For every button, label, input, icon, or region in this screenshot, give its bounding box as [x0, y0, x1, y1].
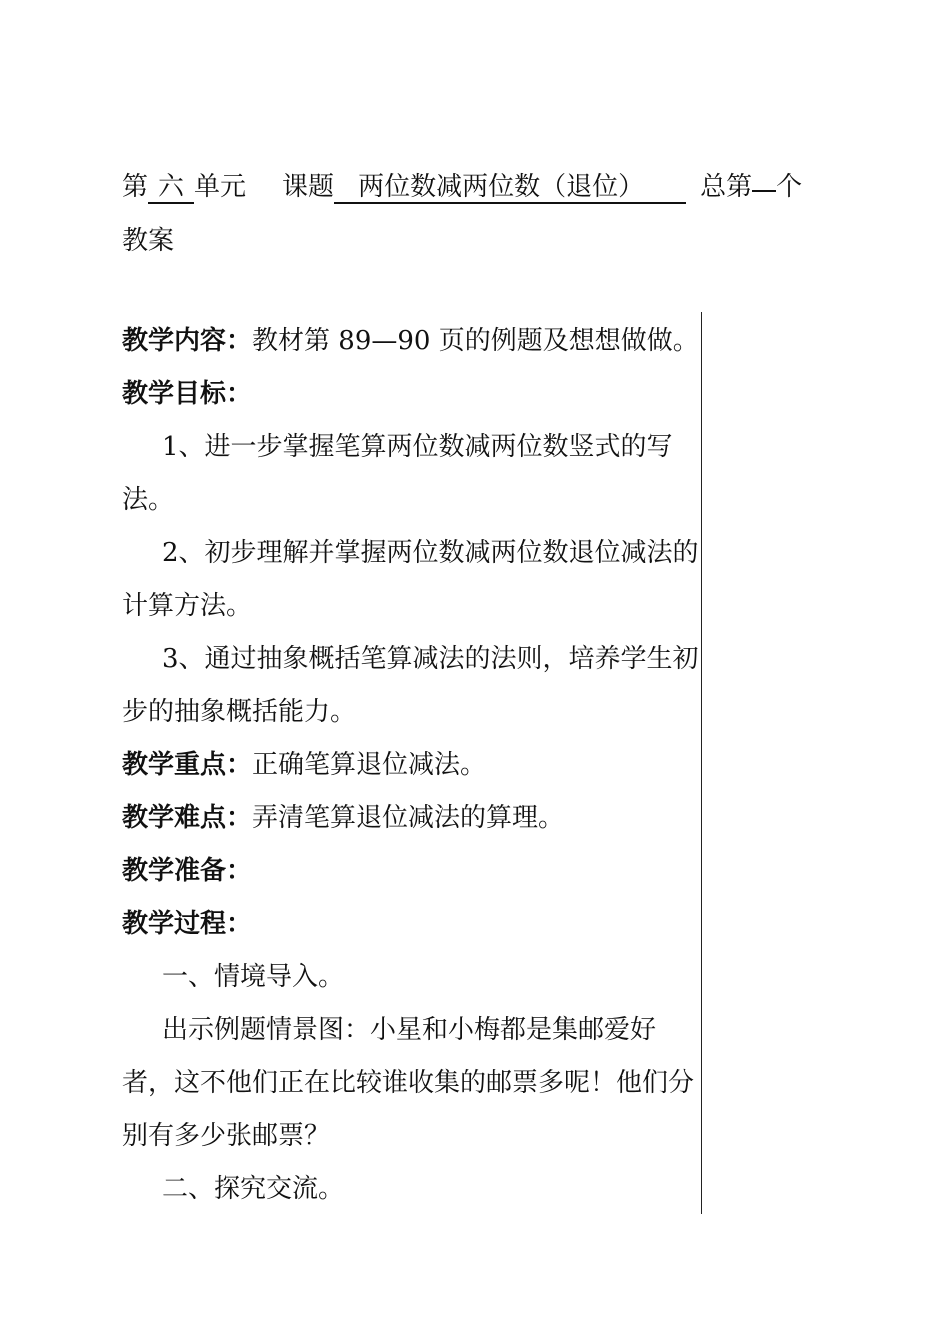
unit-number: 六: [148, 172, 194, 204]
lesson-plan-label: 教案: [122, 226, 175, 256]
goals-label: 教学目标：: [122, 379, 253, 409]
header-prefix: 第: [122, 172, 149, 202]
lesson-content: [122, 315, 702, 1216]
total-suffix: 个: [776, 172, 803, 202]
process-label: 教学过程：: [122, 909, 253, 939]
lesson-label: 课题: [282, 172, 335, 202]
goal-1: 1、进一步掌握笔算两位数减两位数竖式的写法。: [122, 432, 673, 515]
total-prefix: 总第: [700, 172, 753, 202]
key-point-text: 正确笔算退位减法。: [252, 750, 487, 780]
difficulty-text: 弄清笔算退位减法的算理。: [252, 803, 565, 833]
step-1-text: 出示例题情景图：小星和小梅都是集邮爱好者，这不他们正在比较谁收集的邮票多呢！他们分别有多少张邮票？: [122, 1015, 695, 1151]
difficulty-row: [122, 792, 702, 845]
teaching-content-text: 教材第 89—90 页的例题及想想做做。: [252, 326, 699, 356]
unit-suffix: 单元: [194, 172, 247, 202]
difficulty-label: 教学难点：: [122, 803, 253, 833]
step-1-heading: 一、情境导入。: [162, 962, 345, 992]
teaching-content-label: 教学内容：: [122, 326, 253, 356]
goal-3: 3、通过抽象概括笔算减法的法则，培养学生初步的抽象概括能力。: [122, 644, 699, 727]
total-number-blank: [752, 160, 776, 192]
key-point-row: [122, 739, 702, 792]
teaching-content-row: [122, 315, 702, 368]
prep-label: 教学准备：: [122, 856, 253, 886]
lesson-header: [122, 160, 842, 268]
goal-2: 2、初步理解并掌握两位数减两位数退位减法的计算方法。: [122, 538, 699, 621]
step-2-heading: 二、探究交流。: [162, 1174, 345, 1204]
key-point-label: 教学重点：: [122, 750, 253, 780]
lesson-title: 两位数减两位数（退位）: [334, 172, 686, 204]
